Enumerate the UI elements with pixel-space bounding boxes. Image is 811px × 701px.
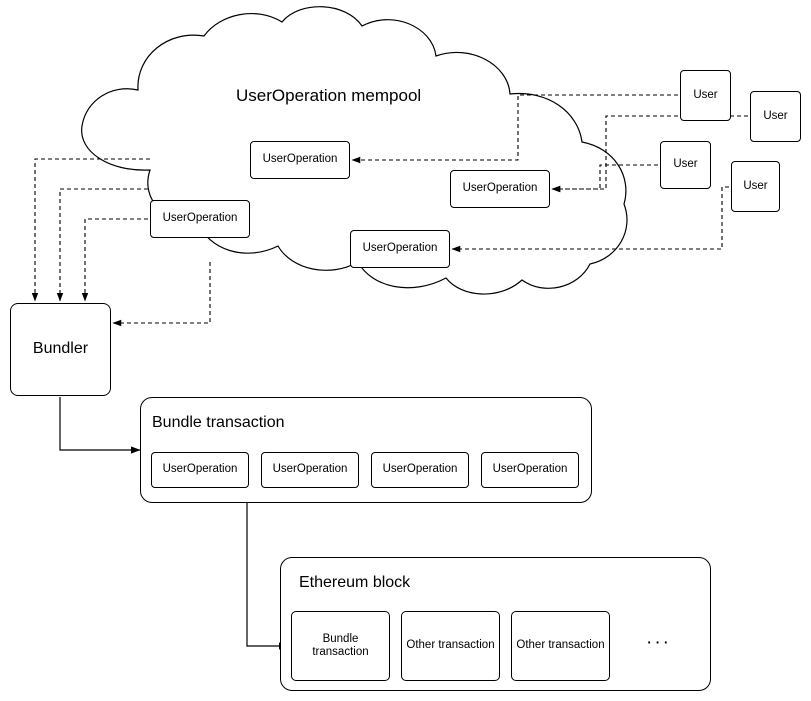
bundler-node[interactable] [10, 303, 111, 396]
mempool-userop-1[interactable] [250, 141, 350, 179]
bundle-userop-2-label: UserOperation [272, 463, 348, 476]
bundle-userop-3[interactable] [371, 452, 469, 488]
user-node-1[interactable] [680, 70, 731, 121]
edge-bundler-to-bundle-transaction [60, 397, 140, 450]
mempool-userop-4-label: UserOperation [362, 242, 438, 255]
user-node-2-label: User [763, 109, 788, 122]
bundle-userop-1[interactable] [151, 452, 249, 488]
bundle-userop-2[interactable] [261, 452, 359, 488]
mempool-userop-4[interactable] [350, 230, 450, 268]
user-node-3[interactable] [660, 141, 711, 189]
user-node-4[interactable] [731, 161, 780, 212]
mempool-userop-2-label: UserOperation [462, 182, 538, 195]
mempool-userop-1-label: UserOperation [262, 153, 338, 166]
user-node-3-label: User [673, 158, 698, 171]
block-tx-bundle[interactable] [291, 611, 390, 681]
mempool-userop-3[interactable] [150, 200, 250, 238]
block-tx-bundle-label: Bundle transaction [312, 632, 369, 658]
user-node-4-label: User [743, 179, 768, 192]
block-tx-other-2[interactable] [511, 611, 610, 681]
mempool-title: UserOperation mempool [236, 86, 422, 105]
edge-userop2-to-bundler [60, 189, 148, 301]
user-node-2[interactable] [750, 91, 801, 142]
bundle-userop-4[interactable] [481, 452, 579, 488]
bundle-userop-3-label: UserOperation [382, 463, 458, 476]
block-tx-other-1[interactable] [401, 611, 500, 681]
block-tx-other-1-label: Other transaction [406, 639, 495, 652]
block-tx-other-2-label: Other transaction [516, 639, 605, 652]
edge-userop1-to-bundler [35, 159, 150, 301]
user-node-1-label: User [693, 88, 718, 101]
bundler-label: Bundler [32, 340, 89, 358]
mempool-userop-3-label: UserOperation [162, 212, 238, 225]
bundle-userop-4-label: UserOperation [492, 463, 568, 476]
ethereum-block-title: Ethereum block [299, 574, 411, 591]
bundle-transaction-title: Bundle transaction [152, 414, 285, 431]
edge-userop4-to-bundler [113, 262, 210, 323]
mempool-userop-2[interactable] [450, 170, 550, 208]
edge-userop3-to-bundler [85, 219, 148, 301]
block-more-ellipsis: ··· [646, 632, 671, 653]
bundle-userop-1-label: UserOperation [162, 463, 238, 476]
